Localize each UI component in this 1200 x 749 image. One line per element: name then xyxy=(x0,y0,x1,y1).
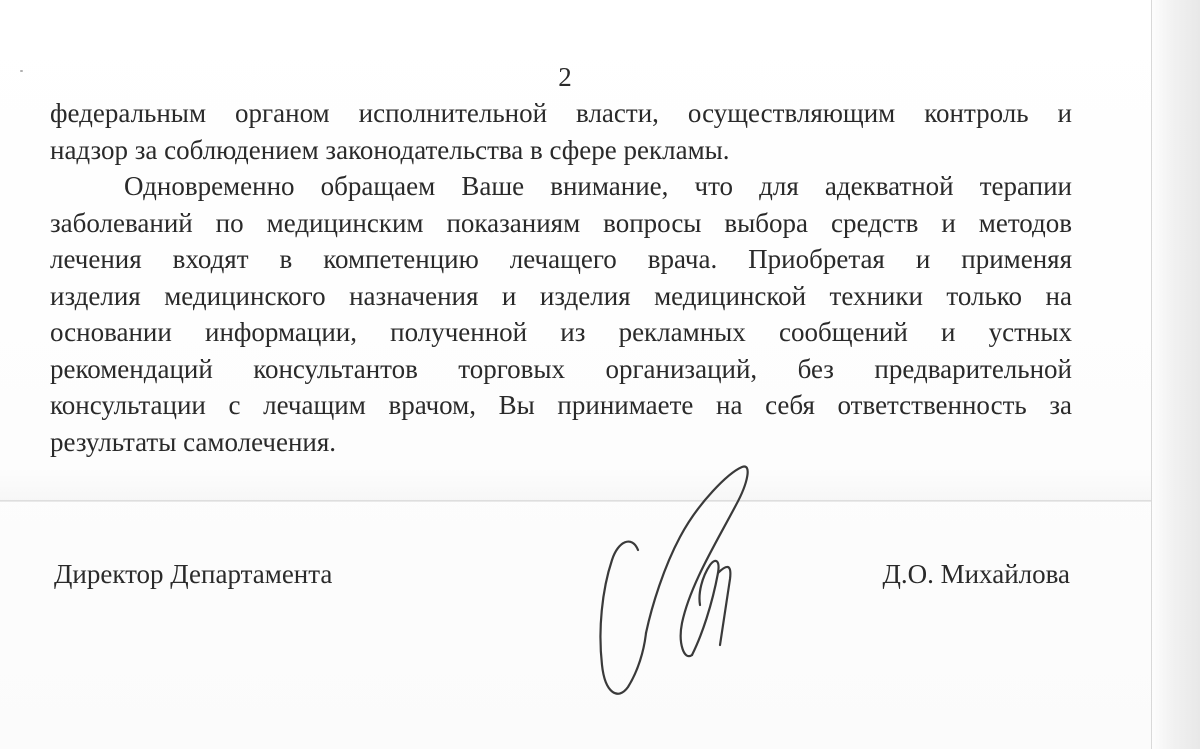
signer-name: Д.О. Михайлова xyxy=(882,559,1070,589)
paragraph-2-line: рекомендаций консультантов торговых организаций, без предварительной xyxy=(50,353,1072,384)
paragraph-1-line: надзор за соблюдением законодательства в сфере рекламы. xyxy=(50,134,730,165)
paragraph-2-line: консультации с лечащим врачом, Вы принимаете на себя ответственность за xyxy=(50,390,1072,420)
letter-body xyxy=(50,95,1072,460)
paragraph-2-line: лечения входят в компетенцию лечащего врача. Приобретая и применяя xyxy=(50,244,1072,274)
scan-speck xyxy=(20,70,23,72)
signer-position: Директор Департамента xyxy=(54,559,333,589)
paragraph-2-line: Одновременно обращаем Ваше внимание, что для адекватной терапии xyxy=(124,171,1072,201)
page-number: 2 xyxy=(558,62,572,92)
paragraph-2-line: основании информации, полученной из рекламных сообщений и устных xyxy=(50,317,1072,347)
fold-shadow xyxy=(0,468,1155,500)
paragraph-1-line: федеральным органом исполнительной власти, осуществляющим контроль и xyxy=(50,98,1072,128)
paragraph-2-line: результаты самолечения. xyxy=(50,426,337,457)
page-edge xyxy=(1151,0,1200,749)
paragraph-2-line: заболеваний по медицинским показаниям вопросы выбора средств и методов xyxy=(50,207,1072,238)
paragraph-2-line: изделия медицинского назначения и изделия медицинской техники только на xyxy=(50,280,1072,311)
handwritten-signature xyxy=(580,455,780,715)
fold-line xyxy=(0,500,1155,502)
